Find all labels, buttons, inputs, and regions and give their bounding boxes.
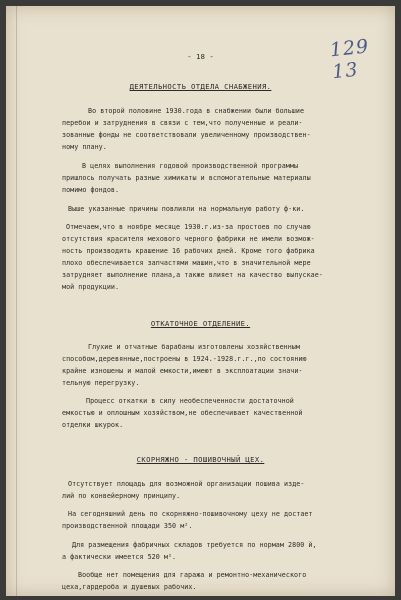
text-line: Для размещения фабричных складов требуется по нормам 2800 й, bbox=[72, 541, 317, 549]
text-line: Во второй половине 1930.года в снабжении были большие bbox=[88, 107, 305, 115]
text-line: ность производить крашение 16 рабочих дней. Кроме того фабрика bbox=[62, 247, 315, 255]
page-margin-line bbox=[16, 6, 17, 596]
text-line: тельную перегрузку. bbox=[62, 379, 140, 387]
text-line: Отсутствует площадь для возможной организации пошива изде- bbox=[68, 480, 305, 488]
page-number: - 18 - bbox=[187, 52, 214, 61]
section-heading-furrier: СКОРНЯЖНО - ПОШИВОЧНЫЙ ЦЕХ. bbox=[136, 455, 265, 464]
section-heading-rolling: ОТКАТОЧНОЕ ОТДЕЛЕНИЕ. bbox=[150, 319, 251, 328]
text-line: плохо обеспечивается запчастями машин,что в значительной мере bbox=[62, 259, 311, 267]
text-line: производственной площади 350 м². bbox=[62, 522, 193, 530]
text-line: отсутствия красителя мехового черного фабрики не имели возмож- bbox=[62, 235, 315, 243]
text-line: способом,деревянные,построены в 1924.-1928.г.г.,по состоянию bbox=[62, 355, 307, 363]
text-line: На сегодняшний день по скорняжно-пошивочному цеху не достает bbox=[68, 510, 313, 518]
text-line: затрудняет выполнение плана,а также влияет на качество выпускае- bbox=[62, 271, 323, 279]
text-line: перебои и затруднения в связи с тем,что полученные и реали- bbox=[62, 119, 303, 127]
text-line: Глухие и отчатные барабаны изготовлены хозяйственным bbox=[88, 343, 300, 351]
text-line: Отмечаем,что в ноябре месяце 1930.г.из-за простоев по случаю bbox=[66, 223, 311, 231]
text-line: Процесс откатки в силу необеспеченности достаточной bbox=[86, 397, 294, 405]
text-line: а фактически имеется 520 м². bbox=[62, 553, 177, 561]
text-line: мой продукции. bbox=[62, 283, 120, 291]
text-line: пришлось получать разные химикаты и вспомогательные материалы bbox=[62, 174, 311, 182]
archive-handwritten-mark: 129 13 bbox=[328, 35, 371, 84]
text-line: отделки шкурок. bbox=[62, 421, 124, 429]
text-line: ному плану. bbox=[62, 143, 107, 151]
text-line: емкостью и оплошным хозяйством,не обеспечивает качественной bbox=[62, 409, 303, 417]
text-line: Вообще нет помещения для гаража и ремонтно-механического bbox=[78, 571, 307, 579]
text-line: помимо фондов. bbox=[62, 186, 120, 194]
text-line: зованные фонды не соответствовали увеличенному производствен- bbox=[62, 131, 311, 139]
document-page bbox=[6, 6, 395, 596]
text-line: В целях выполнения годовой производственной программы bbox=[82, 162, 299, 170]
section-heading-supply: ДЕЯТЕЛЬНОСТЬ ОТДЕЛА СНАБЖЕНИЯ. bbox=[129, 82, 272, 91]
text-line: Выше указанные причины повлияли на нормальную работу ф-ки. bbox=[68, 205, 305, 213]
text-line: лий по конвейерному принципу. bbox=[62, 492, 181, 500]
text-line: крайне изношены и малой емкости,имеют в эксплоатации значи- bbox=[62, 367, 303, 375]
text-line: цеха,гардероба и душевых рабочих. bbox=[62, 583, 197, 591]
